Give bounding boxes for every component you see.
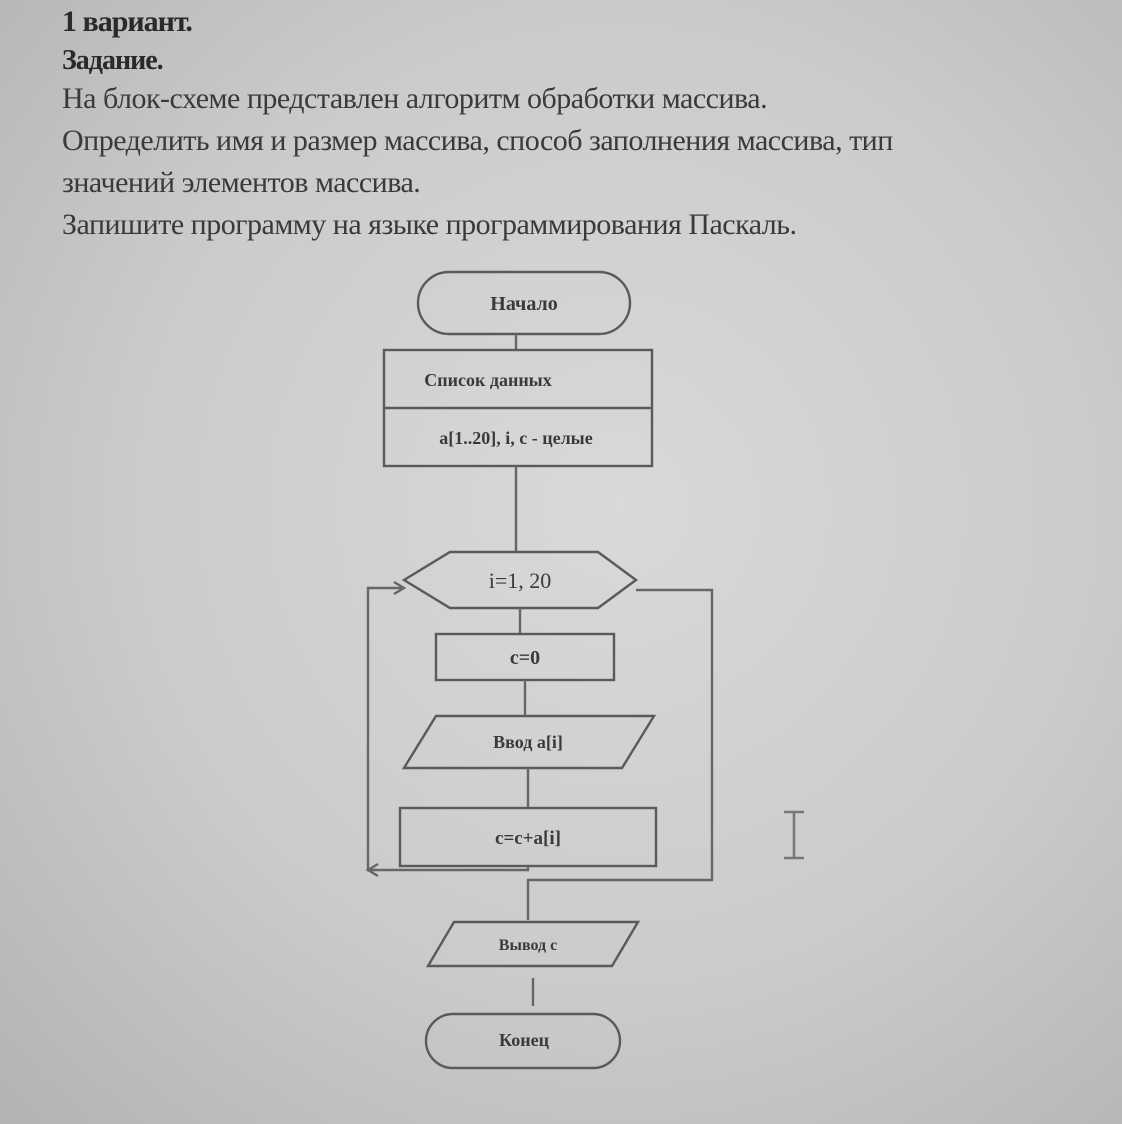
task-line-2: Определить имя и размер массива, способ заполнения массива, тип (62, 124, 893, 157)
output-label: Вывод c (498, 937, 558, 954)
assign-label: c=0 (509, 647, 541, 669)
accumulate-label: c=c+a[i] (495, 828, 561, 849)
task-line-1: На блок-схеме представлен алгоритм обработки массива. (62, 82, 768, 115)
task-label: Задание. (62, 45, 163, 76)
task-line-3: значений элементов массива. (62, 166, 421, 199)
task-line-4: Запишите программу на языке программирования Паскаль. (62, 208, 797, 241)
end-label: Конец (499, 1030, 549, 1050)
variant-title: 1 вариант. (62, 5, 192, 38)
loop-exit-line (528, 590, 712, 920)
data-description-title: Список данных (424, 370, 552, 390)
loop-label: i=1, 20 (488, 568, 552, 593)
start-label: Начало (490, 293, 558, 315)
data-description-vars: a[1..20], i, c - целые (439, 428, 593, 448)
input-label: Ввод a[i] (493, 732, 563, 752)
text-cursor-icon (784, 812, 804, 858)
